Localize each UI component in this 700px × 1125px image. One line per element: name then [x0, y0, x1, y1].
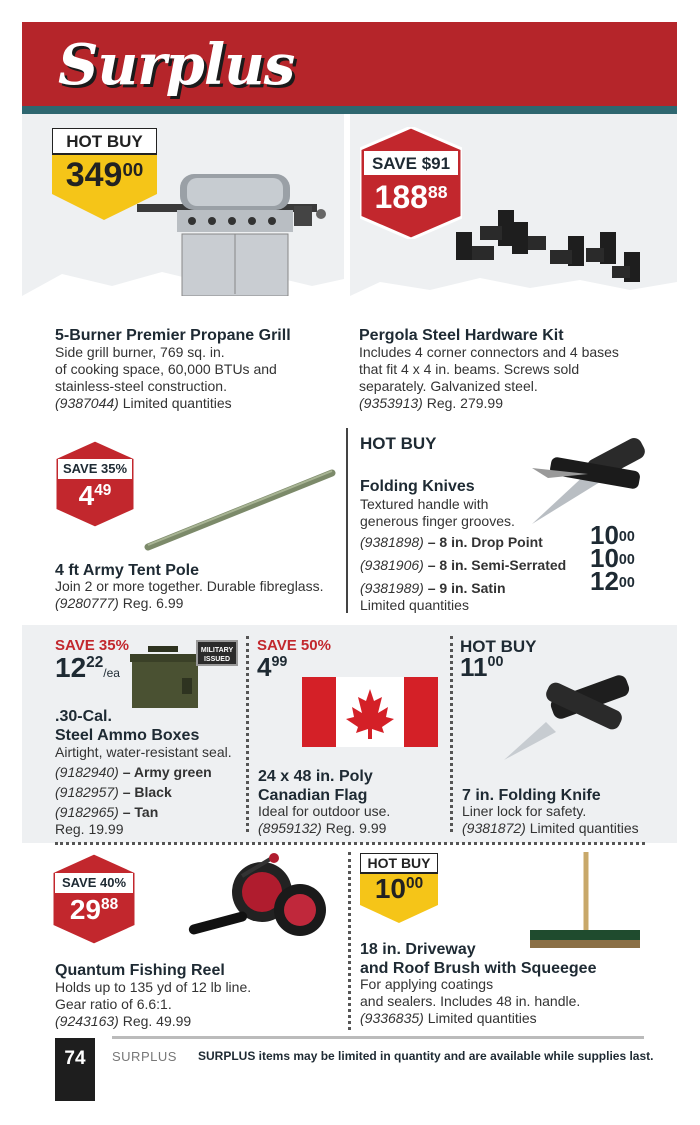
grill-desc: Side grill burner, 769 sq. in. of cooking space, 60,000 BTUs and stainless-steel construction. (9387044) Limited quantities	[55, 344, 277, 411]
header-banner	[22, 22, 677, 114]
knives-desc: Textured handle with generous finger grooves.	[360, 496, 515, 529]
folding-knives-image	[528, 428, 648, 528]
reel-price-tag	[52, 853, 136, 945]
brush-price-tag	[360, 853, 438, 923]
footer-disclaimer: SURPLUS items may be limited in quantity and are available while supplies last.	[198, 1049, 654, 1063]
knives-price-3: $12^{00}$	[590, 566, 635, 596]
flag-save: SAVE 50%	[257, 637, 331, 654]
reel-save: SAVE 40%	[61, 875, 127, 890]
divider	[450, 636, 453, 832]
knives-note: Limited quantities	[360, 597, 469, 613]
knives-name: Folding Knives	[360, 478, 475, 495]
grill-name: 5-Burner Premier Propane Grill	[55, 327, 291, 344]
tentpole-price-tag	[55, 440, 135, 528]
brush-price: $10^{00}$	[374, 873, 424, 904]
fishing-reel-image	[182, 852, 332, 947]
divider	[346, 428, 348, 613]
ammo-name: .30-Cal. Steel Ammo Boxes	[55, 708, 200, 744]
divider	[246, 636, 249, 832]
brush-image	[526, 852, 646, 952]
brush-tag-label: HOT BUY	[367, 855, 431, 871]
footer-section-label: SURPLUS	[112, 1049, 177, 1064]
knife7-name: 7 in. Folding Knife	[462, 787, 601, 804]
knives-item-1: (9381898) – 8 in. Drop Point	[360, 534, 543, 550]
flag-price: $4^{99}$	[257, 652, 288, 682]
tent-pole-image	[140, 465, 340, 555]
brush-name: 18 in. Driveway and Roof Brush with Squeegee	[360, 941, 597, 977]
knives-tag: HOT BUY	[360, 434, 437, 453]
tentpole-save: SAVE 35%	[62, 461, 128, 476]
tentpole-desc: Join 2 or more together. Durable fibreglass. (9280777) Reg. 6.99	[55, 578, 324, 611]
folding-knife-image	[500, 666, 640, 766]
divider	[55, 842, 645, 845]
pergola-price-tag	[360, 127, 462, 239]
footer-rule	[112, 1036, 644, 1039]
knives-item-3: (9381989) – 9 in. Satin	[360, 580, 506, 596]
page-title: Surplus	[58, 32, 295, 98]
knives-item-2: (9381906) – 8 in. Semi-Serrated	[360, 557, 567, 573]
knives-price-1: $10^{00}$	[590, 520, 635, 550]
pergola-price: $188^{88}$	[374, 179, 448, 215]
divider	[348, 852, 351, 1030]
tentpole-price: $4^{49}$	[78, 480, 112, 511]
pergola-save: SAVE $91	[371, 154, 451, 173]
banner-stripe	[22, 106, 677, 114]
grill-price-tag	[52, 128, 157, 220]
pergola-desc: Includes 4 corner connectors and 4 bases that fit 4 x 4 in. beams. Screws sold separately. Galvanized steel. (9353913) Reg. 279.99	[359, 344, 619, 411]
knife7-price: $11^{00}$	[460, 652, 504, 682]
ammo-price: $12^{22}/ea$	[55, 652, 120, 683]
reel-desc: Holds up to 135 yd of 12 lb line. Gear ratio of 6.6:1. (9243163) Reg. 49.99	[55, 979, 252, 1029]
grill-price: $349^{00}$	[65, 156, 144, 194]
ammo-save: SAVE 35%	[55, 637, 129, 654]
military-issued-badge: MILITARY ISSUED	[196, 640, 238, 666]
grill-tag-label: HOT BUY	[66, 132, 143, 151]
brush-desc: For applying coatings and sealers. Includes 48 in. handle. (9336835) Limited quantities	[360, 976, 581, 1026]
ammo-box-image	[126, 644, 206, 710]
tentpole-name: 4 ft Army Tent Pole	[55, 562, 200, 579]
flag-name: 24 x 48 in. Poly Canadian Flag	[258, 768, 373, 804]
pergola-name: Pergola Steel Hardware Kit	[359, 327, 564, 344]
knife7-tag: HOT BUY	[460, 637, 537, 656]
canadian-flag-image	[302, 677, 438, 747]
flag-desc: Ideal for outdoor use. (8959132) Reg. 9.99	[258, 803, 391, 836]
ammo-desc: Airtight, water-resistant seal. (9182940) – Army green (9182957) – Black (9182965) – Tan Reg. 19.99	[55, 744, 232, 837]
reel-price: $29^{88}$	[69, 894, 119, 925]
knife7-desc: Liner lock for safety. (9381872) Limited quantities	[462, 803, 639, 836]
reel-name: Quantum Fishing Reel	[55, 962, 225, 979]
page-number: 74	[55, 1038, 95, 1101]
knives-price-2: $10^{00}$	[590, 543, 635, 573]
